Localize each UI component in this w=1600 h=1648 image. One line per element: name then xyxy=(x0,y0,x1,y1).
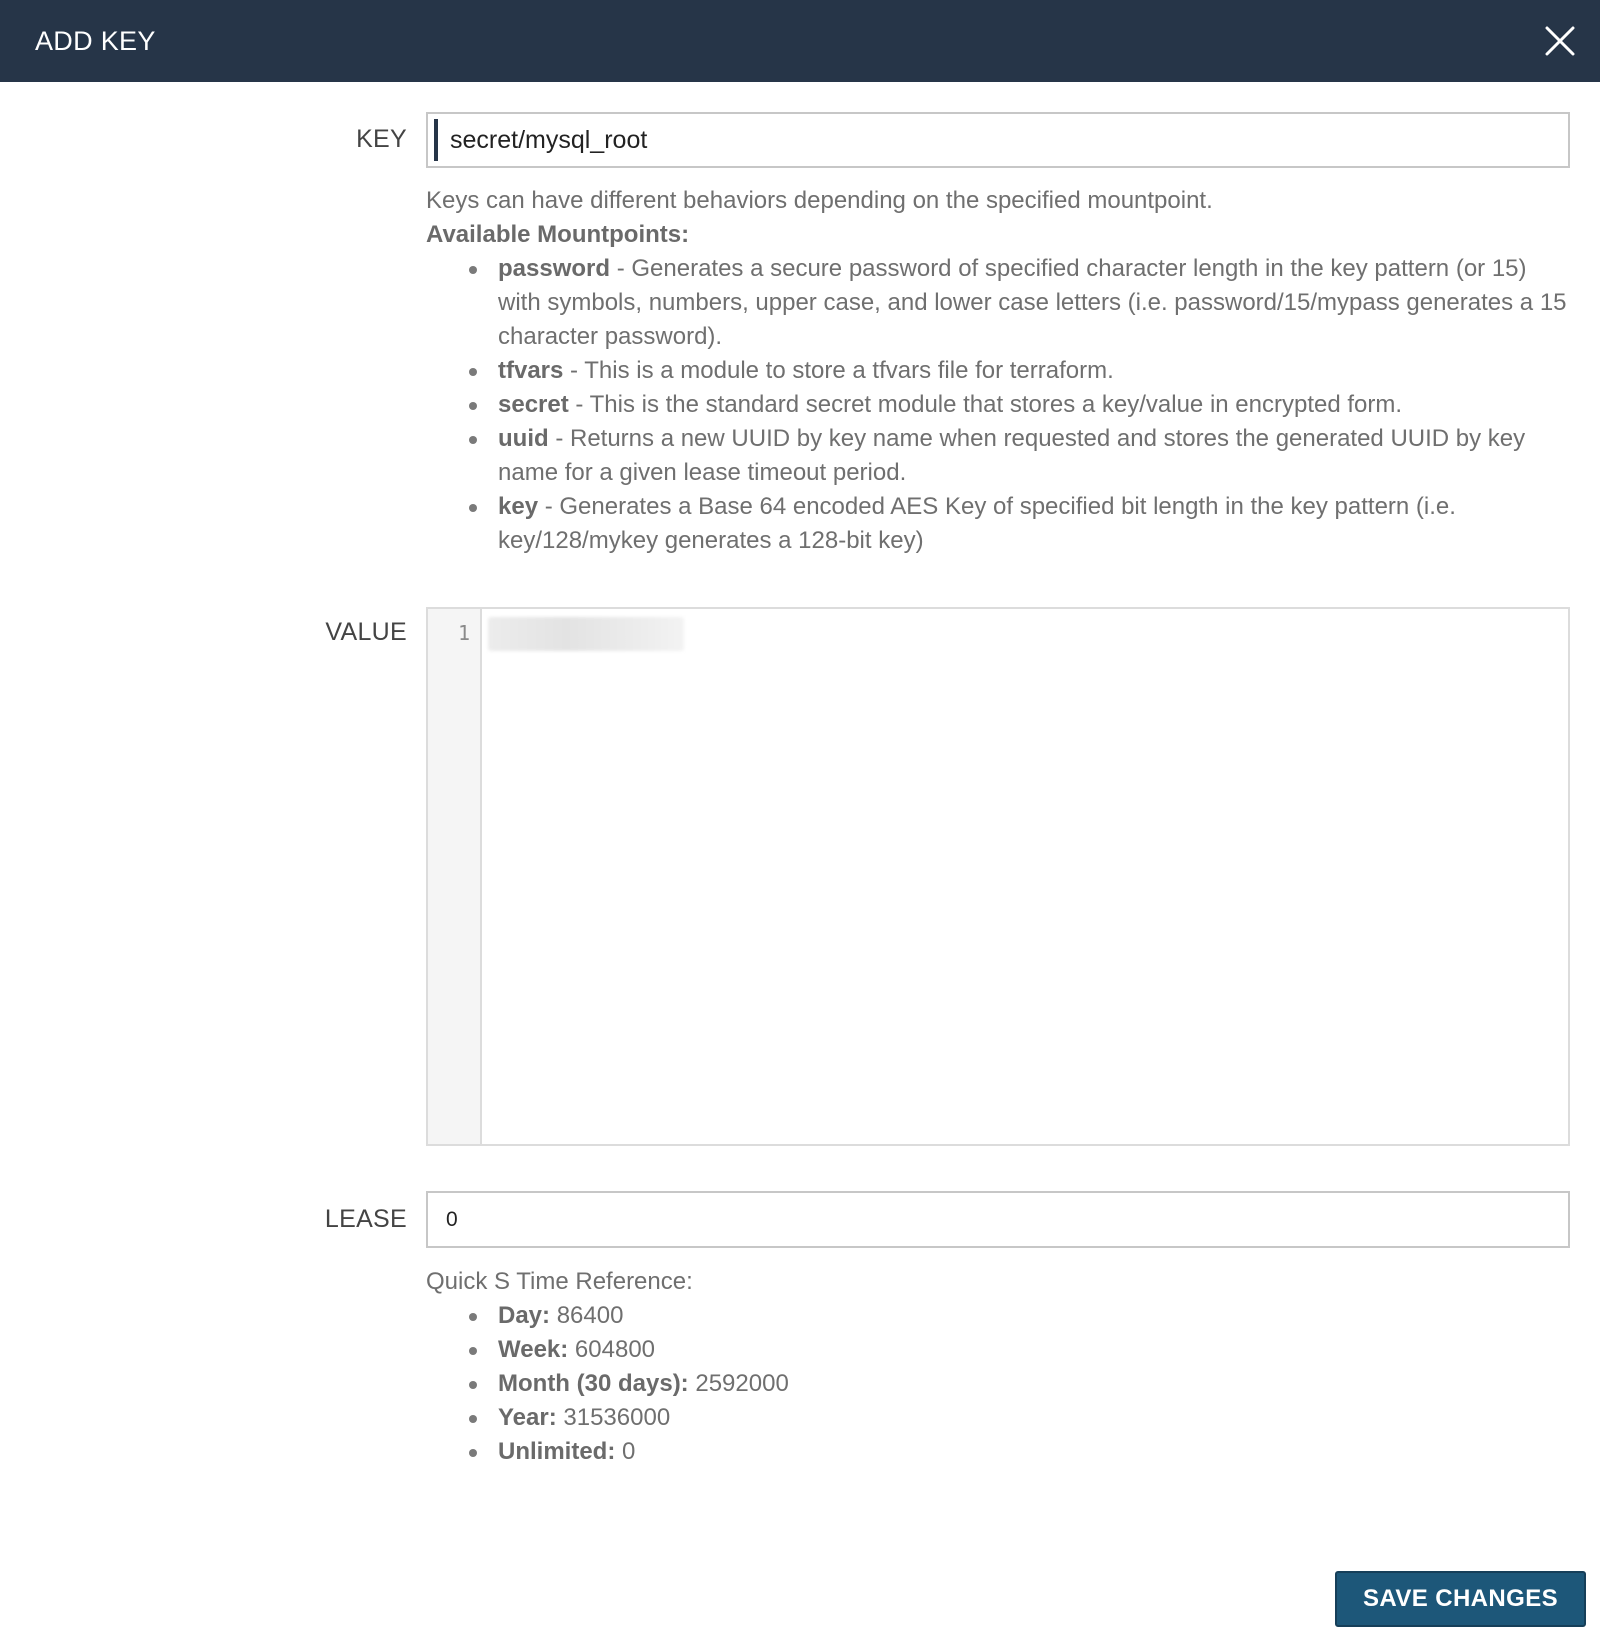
time-reference-item xyxy=(498,1299,1570,1333)
time-reference-name: Year: xyxy=(498,1404,557,1431)
mountpoint-item xyxy=(498,252,1570,354)
mountpoint-desc: - Generates a Base 64 encoded AES Key of specified bit length in the key pattern (i.e. key/128/mykey generates a 128-bit key) xyxy=(498,493,1456,554)
text-cursor xyxy=(434,119,438,161)
time-reference-heading: Quick S Time Reference: xyxy=(426,1268,693,1295)
editor-content[interactable] xyxy=(482,609,1568,1144)
time-reference-value: 0 xyxy=(615,1438,636,1465)
save-changes-button[interactable]: SAVE CHANGES xyxy=(1335,1571,1586,1627)
time-reference-name: Week: xyxy=(498,1336,569,1363)
key-label: KEY xyxy=(356,125,407,153)
lease-help xyxy=(426,1265,1570,1469)
key-input-value: secret/mysql_root xyxy=(450,125,648,154)
dialog-title: ADD KEY xyxy=(35,25,156,56)
lease-input-value: 0 xyxy=(446,1207,458,1231)
time-reference-item xyxy=(498,1435,1570,1469)
value-editor[interactable] xyxy=(426,607,1570,1146)
mountpoint-desc: - This is a module to store a tfvars file for terraform. xyxy=(563,357,1114,384)
mountpoint-item xyxy=(498,354,1570,388)
time-reference-value: 31536000 xyxy=(556,1404,671,1431)
close-button[interactable] xyxy=(1538,19,1582,63)
key-help xyxy=(426,184,1570,558)
time-reference-item xyxy=(498,1367,1570,1401)
dialog-header xyxy=(0,0,1600,82)
key-help-intro: Keys can have different behaviors depending on the specified mountpoint. xyxy=(426,187,1213,214)
time-reference-item xyxy=(498,1401,1570,1435)
time-reference-name: Unlimited: xyxy=(498,1438,616,1465)
redacted-value xyxy=(488,617,684,651)
time-reference-name: Month (30 days): xyxy=(498,1370,689,1397)
time-reference-value: 604800 xyxy=(568,1336,656,1363)
time-reference-value: 2592000 xyxy=(688,1370,789,1397)
close-icon xyxy=(1545,26,1575,56)
mountpoint-item xyxy=(498,388,1570,422)
mountpoint-name: tfvars xyxy=(498,357,564,384)
mountpoint-list xyxy=(426,252,1570,558)
key-input[interactable] xyxy=(426,112,1570,168)
mountpoint-desc: - This is the standard secret module that stores a key/value in encrypted form. xyxy=(568,391,1403,418)
time-reference-list xyxy=(426,1299,1570,1469)
line-number: 1 xyxy=(457,621,470,645)
mountpoint-item xyxy=(498,490,1570,558)
time-reference-value: 86400 xyxy=(550,1302,624,1329)
mountpoint-item xyxy=(498,422,1570,490)
mountpoint-desc: - Returns a new UUID by key name when requested and stores the generated UUID by key name for a given lease timeout period. xyxy=(498,425,1526,486)
lease-label: LEASE xyxy=(324,1205,407,1233)
time-reference-item xyxy=(498,1333,1570,1367)
mountpoint-name: password xyxy=(498,255,611,282)
line-number-gutter xyxy=(428,609,482,1144)
mountpoint-name: uuid xyxy=(498,425,549,452)
time-reference-name: Day: xyxy=(498,1302,551,1329)
lease-input[interactable] xyxy=(426,1191,1570,1248)
mountpoint-name: key xyxy=(498,493,539,520)
mountpoint-name: secret xyxy=(498,391,569,418)
value-label: VALUE xyxy=(325,618,407,646)
mountpoints-heading: Available Mountpoints: xyxy=(426,221,690,248)
mountpoint-desc: - Generates a secure password of specified character length in the key pattern (or 15) with symbols, numbers, upper case, and lower case letters (i.e. password/15/mypass generates a 15 character password). xyxy=(498,255,1567,350)
